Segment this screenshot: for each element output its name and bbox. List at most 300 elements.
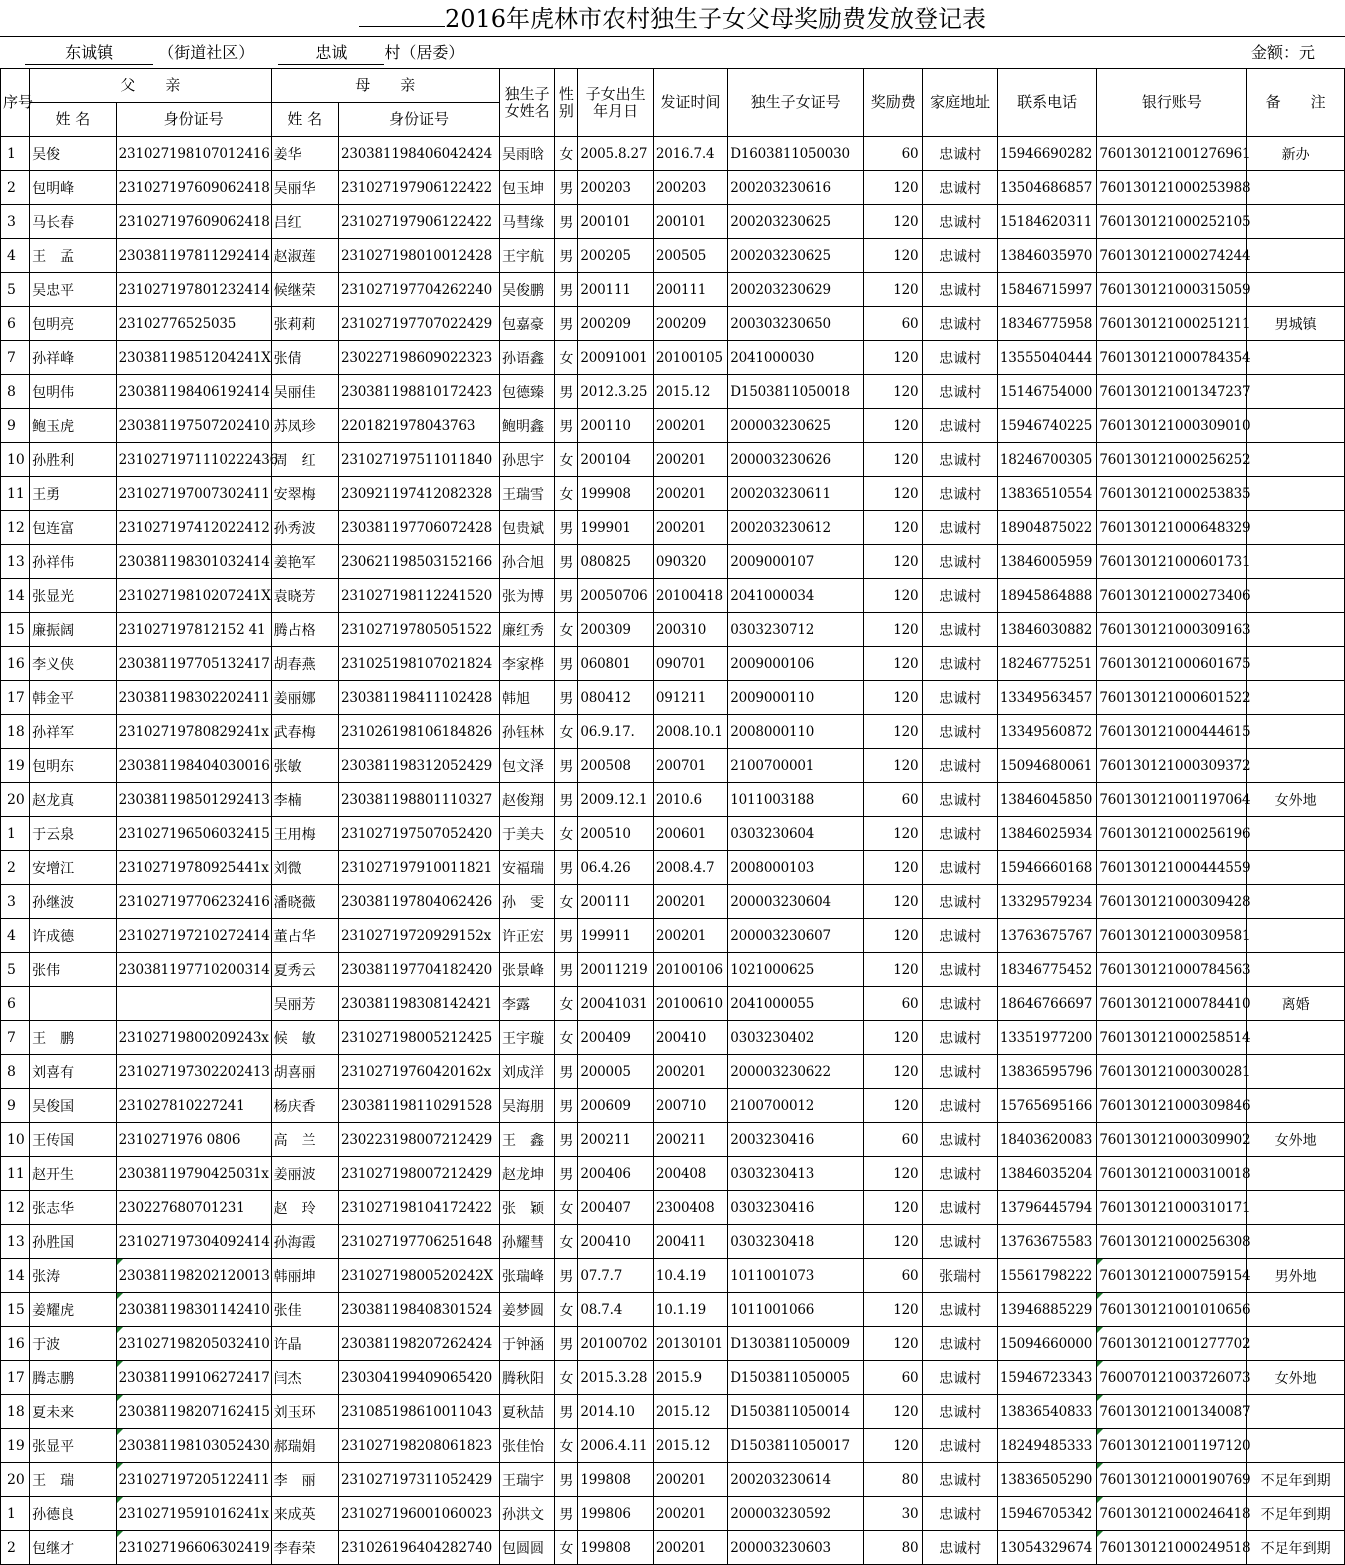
fee: 60 xyxy=(864,137,923,171)
row-index: 12 xyxy=(1,1191,30,1225)
header-note: 备 注 xyxy=(1247,69,1345,137)
table-row xyxy=(1,443,1345,477)
bank-account: 760130121000251211 xyxy=(1097,307,1247,341)
note: 男外地 xyxy=(1247,1259,1345,1293)
header-gender: 性别 xyxy=(555,69,578,137)
issue-date: 10.1.19 xyxy=(653,1293,727,1327)
fee: 120 xyxy=(864,1157,923,1191)
bank-account: 760130121000252105 xyxy=(1097,205,1247,239)
note xyxy=(1247,1429,1345,1463)
child-name: 于钟涵 xyxy=(499,1327,554,1361)
note: 新办 xyxy=(1247,137,1345,171)
issue-date: 090320 xyxy=(653,545,727,579)
child-name: 吴雨晗 xyxy=(499,137,554,171)
father-id: 23102719780829241x xyxy=(116,715,271,749)
mother-name: 胡喜丽 xyxy=(271,1055,338,1089)
mother-name: 周 红 xyxy=(271,443,338,477)
mother-name: 赵 玲 xyxy=(271,1191,338,1225)
address: 忠诚村 xyxy=(923,171,997,205)
fee: 120 xyxy=(864,511,923,545)
mother-id: 230381198810172423 xyxy=(338,375,499,409)
birth-date: 200205 xyxy=(578,239,653,273)
phone: 13836595796 xyxy=(997,1055,1097,1089)
gender: 男 xyxy=(555,1463,578,1497)
bank-account: 760130121000310171 xyxy=(1097,1191,1247,1225)
row-index: 11 xyxy=(1,1157,30,1191)
note xyxy=(1247,1293,1345,1327)
gender: 男 xyxy=(555,171,578,205)
header-bank-account: 银行账号 xyxy=(1097,69,1247,137)
child-name: 夏秋喆 xyxy=(499,1395,554,1429)
note: 不足年到期 xyxy=(1247,1463,1345,1497)
note xyxy=(1247,1157,1345,1191)
father-id: 2310271976 0806 xyxy=(116,1123,271,1157)
row-index: 7 xyxy=(1,341,30,375)
father-id: 231027197007302411 xyxy=(116,477,271,511)
table-row xyxy=(1,1021,1345,1055)
phone: 13846035204 xyxy=(997,1157,1097,1191)
birth-date: 2015.3.28 xyxy=(578,1361,653,1395)
row-index: 10 xyxy=(1,443,30,477)
father-name: 于波 xyxy=(30,1327,117,1361)
child-name: 王 鑫 xyxy=(499,1123,554,1157)
child-name: 张 颖 xyxy=(499,1191,554,1225)
table-row xyxy=(1,1327,1345,1361)
gender: 男 xyxy=(555,1497,578,1531)
cert-number: D1303811050009 xyxy=(728,1327,864,1361)
mother-name: 姜华 xyxy=(271,137,338,171)
child-name: 李家桦 xyxy=(499,647,554,681)
fee: 120 xyxy=(864,341,923,375)
gender: 女 xyxy=(555,1225,578,1259)
fee: 60 xyxy=(864,307,923,341)
amount-unit: 金额：元 xyxy=(1250,43,1315,62)
cert-number: 200203230612 xyxy=(728,511,864,545)
mother-name: 李楠 xyxy=(271,783,338,817)
father-id: 231027198205032410 xyxy=(116,1327,271,1361)
father-id: 230381197710200314 xyxy=(116,953,271,987)
bank-account: 760130121000601731 xyxy=(1097,545,1247,579)
cert-number: 2100700001 xyxy=(728,749,864,783)
fee: 120 xyxy=(864,1055,923,1089)
mother-name: 闫杰 xyxy=(271,1361,338,1395)
mother-name: 王用梅 xyxy=(271,817,338,851)
mother-id: 230381198308142421 xyxy=(338,987,499,1021)
note xyxy=(1247,375,1345,409)
fee: 120 xyxy=(864,579,923,613)
address: 忠诚村 xyxy=(923,1293,997,1327)
phone: 13846030882 xyxy=(997,613,1097,647)
table-row xyxy=(1,1463,1345,1497)
fee: 120 xyxy=(864,885,923,919)
cert-number: 2041000055 xyxy=(728,987,864,1021)
mother-id: 231027197311052429 xyxy=(338,1463,499,1497)
birth-date: 200410 xyxy=(578,1225,653,1259)
row-index: 3 xyxy=(1,205,30,239)
gender: 男 xyxy=(555,749,578,783)
child-name: 包德臻 xyxy=(499,375,554,409)
mother-name: 袁晓芳 xyxy=(271,579,338,613)
fee: 120 xyxy=(864,239,923,273)
cert-number: 1021000625 xyxy=(728,953,864,987)
address: 忠诚村 xyxy=(923,1089,997,1123)
sheet-subheader xyxy=(0,36,1345,69)
father-name: 王 孟 xyxy=(30,239,117,273)
bank-account: 760130121001340087 xyxy=(1097,1395,1247,1429)
birth-date: 200110 xyxy=(578,409,653,443)
phone: 13796445794 xyxy=(997,1191,1097,1225)
cert-number: 1011001066 xyxy=(728,1293,864,1327)
fee: 120 xyxy=(864,1429,923,1463)
cert-number: 2008000103 xyxy=(728,851,864,885)
issue-date: 200710 xyxy=(653,1089,727,1123)
address: 忠诚村 xyxy=(923,851,997,885)
mother-id: 230381198312052429 xyxy=(338,749,499,783)
cert-number: 200003230607 xyxy=(728,919,864,953)
issue-date: 200201 xyxy=(653,1531,727,1565)
gender: 女 xyxy=(555,1361,578,1395)
table-row xyxy=(1,953,1345,987)
mother-id: 2201821978043763 xyxy=(338,409,499,443)
father-id: 231027197205122411 xyxy=(116,1463,271,1497)
father-name: 包继才 xyxy=(30,1531,117,1565)
table-row xyxy=(1,1055,1345,1089)
phone: 18246700305 xyxy=(997,443,1097,477)
father-name: 孙祥伟 xyxy=(30,545,117,579)
gender: 男 xyxy=(555,205,578,239)
birth-date: 200609 xyxy=(578,1089,653,1123)
table-row xyxy=(1,1293,1345,1327)
child-name: 包文泽 xyxy=(499,749,554,783)
father-name: 于云泉 xyxy=(30,817,117,851)
phone: 13836505290 xyxy=(997,1463,1097,1497)
child-name: 包贵斌 xyxy=(499,511,554,545)
mother-name: 许晶 xyxy=(271,1327,338,1361)
header-address: 家庭地址 xyxy=(923,69,997,137)
gender: 男 xyxy=(555,1055,578,1089)
bank-account: 760130121000300281 xyxy=(1097,1055,1247,1089)
child-name: 吴海朋 xyxy=(499,1089,554,1123)
mother-name: 候 敏 xyxy=(271,1021,338,1055)
birth-date: 200104 xyxy=(578,443,653,477)
issue-date: 20100610 xyxy=(653,987,727,1021)
bank-account: 760130121000315059 xyxy=(1097,273,1247,307)
gender: 女 xyxy=(555,137,578,171)
father-name: 张显光 xyxy=(30,579,117,613)
cert-number: 0303230712 xyxy=(728,613,864,647)
mother-id: 231027197805051522 xyxy=(338,613,499,647)
header-issue-date: 发证时间 xyxy=(653,69,727,137)
child-name: 安福瑞 xyxy=(499,851,554,885)
note: 女外地 xyxy=(1247,1361,1345,1395)
birth-date: 080825 xyxy=(578,545,653,579)
note xyxy=(1247,681,1345,715)
father-id: 230381197811292414 xyxy=(116,239,271,273)
cert-number: 0303230416 xyxy=(728,1191,864,1225)
note xyxy=(1247,1021,1345,1055)
table-row xyxy=(1,1497,1345,1531)
cert-number: 2008000110 xyxy=(728,715,864,749)
cert-number: 200003230626 xyxy=(728,443,864,477)
row-index: 3 xyxy=(1,885,30,919)
gender: 女 xyxy=(555,885,578,919)
child-name: 腾秋阳 xyxy=(499,1361,554,1395)
phone: 13846035970 xyxy=(997,239,1097,273)
mother-name: 姜丽波 xyxy=(271,1157,338,1191)
note: 不足年到期 xyxy=(1247,1531,1345,1565)
gender: 女 xyxy=(555,1021,578,1055)
issue-date: 200201 xyxy=(653,409,727,443)
gender: 女 xyxy=(555,817,578,851)
bank-account: 760130121000309581 xyxy=(1097,919,1247,953)
fee: 120 xyxy=(864,851,923,885)
child-name: 姜梦圆 xyxy=(499,1293,554,1327)
note xyxy=(1247,579,1345,613)
birth-date: 20041031 xyxy=(578,987,653,1021)
issue-date: 200505 xyxy=(653,239,727,273)
birth-date: 2014.10 xyxy=(578,1395,653,1429)
table-row xyxy=(1,783,1345,817)
note xyxy=(1247,409,1345,443)
bank-account: 760130121000273406 xyxy=(1097,579,1247,613)
cert-number: D1503811050017 xyxy=(728,1429,864,1463)
mother-name: 刘玉环 xyxy=(271,1395,338,1429)
father-name: 李义侠 xyxy=(30,647,117,681)
father-name: 孙胜国 xyxy=(30,1225,117,1259)
note xyxy=(1247,953,1345,987)
bank-account: 760130121000249518 xyxy=(1097,1531,1247,1565)
bank-account: 760130121001197120 xyxy=(1097,1429,1247,1463)
row-index: 9 xyxy=(1,1089,30,1123)
phone: 15946690282 xyxy=(997,137,1097,171)
mother-id: 231027197511011840 xyxy=(338,443,499,477)
father-name: 腾志鹏 xyxy=(30,1361,117,1395)
birth-date: 199908 xyxy=(578,477,653,511)
cert-number: 1011001073 xyxy=(728,1259,864,1293)
note xyxy=(1247,205,1345,239)
note xyxy=(1247,885,1345,919)
father-id: 230381198406192414 xyxy=(116,375,271,409)
mother-name: 张敏 xyxy=(271,749,338,783)
gender: 女 xyxy=(555,1293,578,1327)
birth-date: 200209 xyxy=(578,307,653,341)
cert-number: 2009000110 xyxy=(728,681,864,715)
note xyxy=(1247,715,1345,749)
birth-date: 200407 xyxy=(578,1191,653,1225)
header-fee: 奖励费 xyxy=(864,69,923,137)
note xyxy=(1247,919,1345,953)
note xyxy=(1247,613,1345,647)
gender: 男 xyxy=(555,647,578,681)
father-id: 231027197210272414 xyxy=(116,919,271,953)
father-name: 包明亮 xyxy=(30,307,117,341)
address: 忠诚村 xyxy=(923,477,997,511)
header-cert-number: 独生子女证号 xyxy=(728,69,864,137)
mother-id: 231027197906122422 xyxy=(338,171,499,205)
issue-date: 200201 xyxy=(653,1463,727,1497)
mother-name: 来成英 xyxy=(271,1497,338,1531)
mother-name: 苏凤珍 xyxy=(271,409,338,443)
bank-account: 760130121000310018 xyxy=(1097,1157,1247,1191)
phone: 15946660168 xyxy=(997,851,1097,885)
row-index: 12 xyxy=(1,511,30,545)
address: 张瑞村 xyxy=(923,1259,997,1293)
phone: 13763675767 xyxy=(997,919,1097,953)
mother-name: 杨庆香 xyxy=(271,1089,338,1123)
issue-date: 200201 xyxy=(653,1497,727,1531)
mother-id: 23102719720929152x xyxy=(338,919,499,953)
bank-account: 760130121000256252 xyxy=(1097,443,1247,477)
child-name: 张瑞峰 xyxy=(499,1259,554,1293)
father-name: 赵龙真 xyxy=(30,783,117,817)
father-id: 230381198207162415 xyxy=(116,1395,271,1429)
note xyxy=(1247,273,1345,307)
row-index: 5 xyxy=(1,953,30,987)
mother-name: 候继荣 xyxy=(271,273,338,307)
phone: 15146754000 xyxy=(997,375,1097,409)
table-row xyxy=(1,171,1345,205)
address: 忠诚村 xyxy=(923,273,997,307)
father-id: 231027197412022412 xyxy=(116,511,271,545)
issue-date: 200209 xyxy=(653,307,727,341)
village-name: 忠诚 xyxy=(278,42,384,65)
father-id: 230381199106272417 xyxy=(116,1361,271,1395)
gender: 男 xyxy=(555,1259,578,1293)
issue-date: 2300408 xyxy=(653,1191,727,1225)
fee: 60 xyxy=(864,1361,923,1395)
father-id: 231027198107012416 xyxy=(116,137,271,171)
mother-id: 230381197704182420 xyxy=(338,953,499,987)
phone: 15946705342 xyxy=(997,1497,1097,1531)
mother-name: 安翠梅 xyxy=(271,477,338,511)
mother-id: 23102719800520242X xyxy=(338,1259,499,1293)
birth-date: 200111 xyxy=(578,885,653,919)
birth-date: 080412 xyxy=(578,681,653,715)
gender: 女 xyxy=(555,613,578,647)
issue-date: 091211 xyxy=(653,681,727,715)
father-id: 230381198301032414 xyxy=(116,545,271,579)
father-id: 230381198501292413 xyxy=(116,783,271,817)
address: 忠诚村 xyxy=(923,341,997,375)
table-row xyxy=(1,239,1345,273)
bank-account: 760130121000309010 xyxy=(1097,409,1247,443)
child-name: 张为博 xyxy=(499,579,554,613)
note xyxy=(1247,1191,1345,1225)
note: 女外地 xyxy=(1247,783,1345,817)
gender: 女 xyxy=(555,1429,578,1463)
title-year: 2016 xyxy=(444,5,507,33)
father-id: 23102719810207241X xyxy=(116,579,271,613)
cert-number: 200003230604 xyxy=(728,885,864,919)
address: 忠诚村 xyxy=(923,205,997,239)
child-name: 孙 雯 xyxy=(499,885,554,919)
table-row xyxy=(1,1225,1345,1259)
mother-id: 230381198408301524 xyxy=(338,1293,499,1327)
gender: 女 xyxy=(555,987,578,1021)
row-index: 17 xyxy=(1,1361,30,1395)
fee: 120 xyxy=(864,681,923,715)
phone: 15846715997 xyxy=(997,273,1097,307)
issue-date: 20100105 xyxy=(653,341,727,375)
note: 不足年到期 xyxy=(1247,1497,1345,1531)
table-row xyxy=(1,137,1345,171)
child-name: 王瑞宇 xyxy=(499,1463,554,1497)
father-id: 231027197302202413 xyxy=(116,1055,271,1089)
fee: 120 xyxy=(864,919,923,953)
row-index: 19 xyxy=(1,749,30,783)
bank-account: 760130121000784563 xyxy=(1097,953,1247,987)
father-name: 张涛 xyxy=(30,1259,117,1293)
issue-date: 200101 xyxy=(653,205,727,239)
table-row xyxy=(1,477,1345,511)
note xyxy=(1247,817,1345,851)
note xyxy=(1247,1395,1345,1429)
mother-name: 高 兰 xyxy=(271,1123,338,1157)
gender: 男 xyxy=(555,1327,578,1361)
cert-number: 200003230622 xyxy=(728,1055,864,1089)
row-index: 6 xyxy=(1,307,30,341)
mother-id: 230381197706072428 xyxy=(338,511,499,545)
mother-name: 吴丽华 xyxy=(271,171,338,205)
note xyxy=(1247,1089,1345,1123)
cert-number: 0303230418 xyxy=(728,1225,864,1259)
cert-number: D1603811050030 xyxy=(728,137,864,171)
issue-date: 2015.12 xyxy=(653,1395,727,1429)
address: 忠诚村 xyxy=(923,1429,997,1463)
phone: 13351977200 xyxy=(997,1021,1097,1055)
gender: 男 xyxy=(555,273,578,307)
header-child-name: 独生子女姓名 xyxy=(499,69,554,137)
father-name: 鲍玉虎 xyxy=(30,409,117,443)
mother-name: 董占华 xyxy=(271,919,338,953)
father-name: 许成德 xyxy=(30,919,117,953)
mother-id: 230223198007212429 xyxy=(338,1123,499,1157)
father-id: 230381198202120013 xyxy=(116,1259,271,1293)
issue-date: 2008.10.1 xyxy=(653,715,727,749)
issue-date: 200201 xyxy=(653,477,727,511)
mother-id: 231085198610011043 xyxy=(338,1395,499,1429)
father-name: 包连富 xyxy=(30,511,117,545)
father-name: 王 瑞 xyxy=(30,1463,117,1497)
note xyxy=(1247,341,1345,375)
row-index: 15 xyxy=(1,1293,30,1327)
father-name: 韩金平 xyxy=(30,681,117,715)
table-row xyxy=(1,1429,1345,1463)
row-index: 4 xyxy=(1,239,30,273)
header-index: 序号 xyxy=(1,69,30,137)
father-name: 孙祥军 xyxy=(30,715,117,749)
birth-date: 200309 xyxy=(578,613,653,647)
phone: 13349563457 xyxy=(997,681,1097,715)
father-name: 孙继波 xyxy=(30,885,117,919)
mother-id: 231027198010012428 xyxy=(338,239,499,273)
row-index: 16 xyxy=(1,647,30,681)
row-index: 7 xyxy=(1,1021,30,1055)
header-mother-id: 身份证号 xyxy=(338,103,499,137)
mother-id: 231027198112241520 xyxy=(338,579,499,613)
mother-id: 231027198104172422 xyxy=(338,1191,499,1225)
bank-account: 760070121003726073 xyxy=(1097,1361,1247,1395)
phone: 18646766697 xyxy=(997,987,1097,1021)
issue-date: 10.4.19 xyxy=(653,1259,727,1293)
note xyxy=(1247,511,1345,545)
mother-id: 230381198406042424 xyxy=(338,137,499,171)
gender: 男 xyxy=(555,409,578,443)
mother-name: 张倩 xyxy=(271,341,338,375)
note xyxy=(1247,1225,1345,1259)
father-name: 安增江 xyxy=(30,851,117,885)
father-name: 包明伟 xyxy=(30,375,117,409)
